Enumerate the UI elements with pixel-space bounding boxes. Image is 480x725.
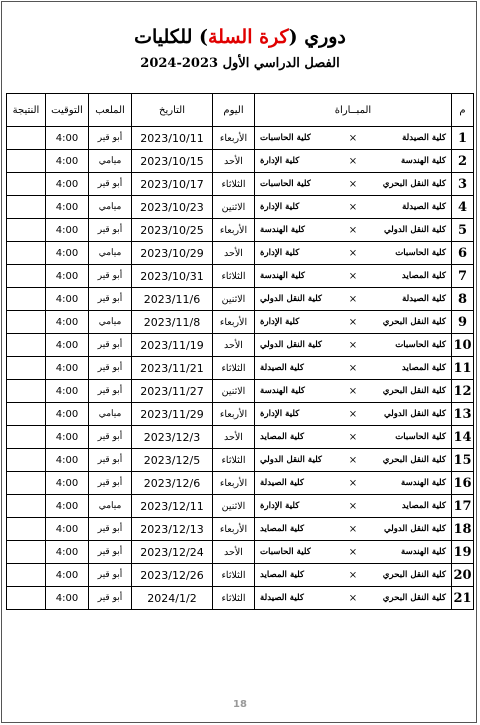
away-team: كلية الصيدلة bbox=[260, 593, 304, 603]
match-time: 4:00 bbox=[46, 265, 89, 288]
table-row bbox=[7, 380, 474, 403]
match-day: الثلاثاء bbox=[213, 449, 255, 472]
header-day: اليوم bbox=[213, 94, 255, 127]
away-team: كلية المصايد bbox=[260, 570, 305, 580]
title-suffix: ) للكليات bbox=[134, 26, 208, 48]
match-pair bbox=[255, 455, 451, 466]
home-team: كلية الحاسبات bbox=[395, 432, 446, 442]
match-result bbox=[7, 426, 46, 449]
home-team: كلية المصايد bbox=[401, 363, 446, 373]
match-result bbox=[7, 449, 46, 472]
match-day: الأربعاء bbox=[213, 518, 255, 541]
match-date: 2023/10/11 bbox=[132, 127, 213, 150]
home-team: كلية النقل البحري bbox=[382, 455, 446, 465]
match-cell bbox=[255, 196, 452, 219]
match-day: الثلاثاء bbox=[213, 587, 255, 610]
versus-symbol: × bbox=[348, 569, 358, 581]
match-result bbox=[7, 357, 46, 380]
match-date: 2023/10/17 bbox=[132, 173, 213, 196]
match-cell bbox=[255, 173, 452, 196]
match-pair bbox=[255, 478, 451, 489]
match-day: الاثنين bbox=[213, 495, 255, 518]
match-pair bbox=[255, 524, 451, 535]
away-team: كلية النقل الدولي bbox=[260, 455, 323, 465]
match-time: 4:00 bbox=[46, 219, 89, 242]
home-team: كلية النقل الدولي bbox=[383, 409, 446, 419]
match-pair bbox=[255, 501, 451, 512]
match-date: 2023/11/8 bbox=[132, 311, 213, 334]
match-result bbox=[7, 564, 46, 587]
match-day: الأحد bbox=[213, 242, 255, 265]
match-time: 4:00 bbox=[46, 196, 89, 219]
home-team: كلية الهندسة bbox=[400, 156, 446, 166]
match-date: 2023/12/13 bbox=[132, 518, 213, 541]
table-row bbox=[7, 265, 474, 288]
header-time: التوقيت bbox=[46, 94, 89, 127]
away-team: كلية الصيدلة bbox=[260, 363, 304, 373]
table-row bbox=[7, 564, 474, 587]
away-team: كلية الهندسة bbox=[260, 225, 306, 235]
match-cell bbox=[255, 426, 452, 449]
match-date: 2023/11/6 bbox=[132, 288, 213, 311]
match-pair bbox=[255, 593, 451, 604]
page-number: 18 bbox=[233, 699, 247, 710]
match-number: 15 bbox=[452, 449, 474, 472]
home-team: كلية النقل الدولي bbox=[383, 225, 446, 235]
match-day: الاثنين bbox=[213, 380, 255, 403]
away-team: كلية الهندسة bbox=[260, 271, 306, 281]
title-prefix: دوري ( bbox=[288, 26, 346, 48]
away-team: كلية المصايد bbox=[260, 432, 305, 442]
home-team: كلية الحاسبات bbox=[395, 340, 446, 350]
match-day: الثلاثاء bbox=[213, 173, 255, 196]
match-result bbox=[7, 265, 46, 288]
match-pair bbox=[255, 317, 451, 328]
away-team: كلية الإدارة bbox=[260, 248, 300, 258]
page-subtitle: الفصل الدراسي الأول 2023-2024 bbox=[140, 56, 340, 71]
away-team: كلية المصايد bbox=[260, 524, 305, 534]
match-venue: أبو قير bbox=[89, 127, 132, 150]
page-title bbox=[0, 22, 480, 52]
match-day: الثلاثاء bbox=[213, 564, 255, 587]
home-team: كلية الهندسة bbox=[400, 547, 446, 557]
match-number: 18 bbox=[452, 518, 474, 541]
home-team: كلية الصيدلة bbox=[402, 133, 446, 143]
match-pair bbox=[255, 386, 451, 397]
match-date: 2023/11/27 bbox=[132, 380, 213, 403]
match-result bbox=[7, 587, 46, 610]
match-date: 2023/11/21 bbox=[132, 357, 213, 380]
away-team: كلية الهندسة bbox=[260, 386, 306, 396]
away-team: كلية الحاسبات bbox=[260, 547, 311, 557]
away-team: كلية الحاسبات bbox=[260, 179, 311, 189]
match-number: 20 bbox=[452, 564, 474, 587]
match-venue: أبو قير bbox=[89, 357, 132, 380]
match-number: 7 bbox=[452, 265, 474, 288]
match-number: 17 bbox=[452, 495, 474, 518]
match-time: 4:00 bbox=[46, 564, 89, 587]
match-pair bbox=[255, 248, 451, 259]
match-pair bbox=[255, 179, 451, 190]
table-row bbox=[7, 196, 474, 219]
match-time: 4:00 bbox=[46, 426, 89, 449]
home-team: كلية النقل البحري bbox=[382, 179, 446, 189]
versus-symbol: × bbox=[348, 224, 358, 236]
home-team: كلية الحاسبات bbox=[395, 248, 446, 258]
header-result: النتيجة bbox=[7, 94, 46, 127]
match-result bbox=[7, 219, 46, 242]
away-team: كلية النقل الدولي bbox=[260, 294, 323, 304]
match-venue: ميامي bbox=[89, 403, 132, 426]
match-venue: أبو قير bbox=[89, 426, 132, 449]
match-date: 2023/12/3 bbox=[132, 426, 213, 449]
table-row bbox=[7, 242, 474, 265]
table-row bbox=[7, 288, 474, 311]
table-row bbox=[7, 541, 474, 564]
match-date: 2023/11/19 bbox=[132, 334, 213, 357]
match-cell bbox=[255, 150, 452, 173]
versus-symbol: × bbox=[348, 178, 358, 190]
match-date: 2023/10/25 bbox=[132, 219, 213, 242]
match-date: 2023/12/24 bbox=[132, 541, 213, 564]
away-team: كلية الإدارة bbox=[260, 317, 300, 327]
match-cell bbox=[255, 219, 452, 242]
match-venue: أبو قير bbox=[89, 219, 132, 242]
match-number: 14 bbox=[452, 426, 474, 449]
home-team: كلية الصيدلة bbox=[402, 202, 446, 212]
match-day: الأربعاء bbox=[213, 311, 255, 334]
match-cell bbox=[255, 495, 452, 518]
match-time: 4:00 bbox=[46, 242, 89, 265]
match-result bbox=[7, 127, 46, 150]
match-venue: أبو قير bbox=[89, 449, 132, 472]
versus-symbol: × bbox=[348, 431, 358, 443]
match-number: 3 bbox=[452, 173, 474, 196]
match-date: 2023/10/29 bbox=[132, 242, 213, 265]
match-day: الثلاثاء bbox=[213, 357, 255, 380]
match-pair bbox=[255, 340, 451, 351]
versus-symbol: × bbox=[348, 201, 358, 213]
match-venue: أبو قير bbox=[89, 587, 132, 610]
match-venue: أبو قير bbox=[89, 541, 132, 564]
match-venue: ميامي bbox=[89, 150, 132, 173]
table-row bbox=[7, 587, 474, 610]
header-venue: الملعب bbox=[89, 94, 132, 127]
home-team: كلية النقل البحري bbox=[382, 570, 446, 580]
home-team: كلية النقل البحري bbox=[382, 386, 446, 396]
match-number: 19 bbox=[452, 541, 474, 564]
match-day: الأحد bbox=[213, 426, 255, 449]
table-row bbox=[7, 518, 474, 541]
match-result bbox=[7, 472, 46, 495]
match-date: 2023/12/6 bbox=[132, 472, 213, 495]
match-pair bbox=[255, 202, 451, 213]
match-time: 4:00 bbox=[46, 334, 89, 357]
match-cell bbox=[255, 403, 452, 426]
versus-symbol: × bbox=[348, 500, 358, 512]
match-venue: أبو قير bbox=[89, 265, 132, 288]
table-row bbox=[7, 150, 474, 173]
match-schedule-table bbox=[6, 93, 474, 610]
match-result bbox=[7, 150, 46, 173]
home-team: كلية النقل الدولي bbox=[383, 524, 446, 534]
match-cell bbox=[255, 449, 452, 472]
versus-symbol: × bbox=[348, 247, 358, 259]
match-cell bbox=[255, 288, 452, 311]
match-number: 4 bbox=[452, 196, 474, 219]
home-team: كلية النقل البحري bbox=[382, 593, 446, 603]
match-venue: ميامي bbox=[89, 495, 132, 518]
versus-symbol: × bbox=[348, 454, 358, 466]
match-number: 16 bbox=[452, 472, 474, 495]
match-time: 4:00 bbox=[46, 380, 89, 403]
match-number: 12 bbox=[452, 380, 474, 403]
versus-symbol: × bbox=[348, 592, 358, 604]
match-venue: أبو قير bbox=[89, 334, 132, 357]
versus-symbol: × bbox=[348, 270, 358, 282]
match-time: 4:00 bbox=[46, 403, 89, 426]
match-result bbox=[7, 380, 46, 403]
match-time: 4:00 bbox=[46, 288, 89, 311]
match-result bbox=[7, 403, 46, 426]
match-day: الأربعاء bbox=[213, 127, 255, 150]
header-date: التاريخ bbox=[132, 94, 213, 127]
match-result bbox=[7, 518, 46, 541]
match-venue: أبو قير bbox=[89, 173, 132, 196]
versus-symbol: × bbox=[348, 408, 358, 420]
match-result bbox=[7, 242, 46, 265]
match-time: 4:00 bbox=[46, 357, 89, 380]
match-day: الأربعاء bbox=[213, 472, 255, 495]
match-cell bbox=[255, 265, 452, 288]
match-number: 8 bbox=[452, 288, 474, 311]
match-pair bbox=[255, 547, 451, 558]
match-day: الأحد bbox=[213, 334, 255, 357]
versus-symbol: × bbox=[348, 362, 358, 374]
match-cell bbox=[255, 518, 452, 541]
header-match: المبــاراة bbox=[255, 94, 452, 127]
match-time: 4:00 bbox=[46, 311, 89, 334]
match-time: 4:00 bbox=[46, 472, 89, 495]
match-cell bbox=[255, 242, 452, 265]
match-venue: أبو قير bbox=[89, 518, 132, 541]
match-number: 9 bbox=[452, 311, 474, 334]
away-team: كلية الإدارة bbox=[260, 156, 300, 166]
home-team: كلية النقل البحري bbox=[382, 317, 446, 327]
table-row bbox=[7, 449, 474, 472]
match-date: 2023/10/23 bbox=[132, 196, 213, 219]
versus-symbol: × bbox=[348, 546, 358, 558]
match-venue: أبو قير bbox=[89, 564, 132, 587]
match-time: 4:00 bbox=[46, 541, 89, 564]
table-header-row bbox=[7, 94, 474, 127]
match-date: 2023/11/29 bbox=[132, 403, 213, 426]
match-cell bbox=[255, 472, 452, 495]
match-number: 11 bbox=[452, 357, 474, 380]
match-date: 2023/12/26 bbox=[132, 564, 213, 587]
match-date: 2023/10/15 bbox=[132, 150, 213, 173]
match-time: 4:00 bbox=[46, 518, 89, 541]
versus-symbol: × bbox=[348, 155, 358, 167]
away-team: كلية الإدارة bbox=[260, 409, 300, 419]
match-number: 13 bbox=[452, 403, 474, 426]
table-row bbox=[7, 403, 474, 426]
match-result bbox=[7, 311, 46, 334]
match-result bbox=[7, 495, 46, 518]
match-cell bbox=[255, 357, 452, 380]
match-cell bbox=[255, 541, 452, 564]
match-cell bbox=[255, 334, 452, 357]
away-team: كلية الصيدلة bbox=[260, 478, 304, 488]
table-body bbox=[7, 127, 474, 610]
match-pair bbox=[255, 432, 451, 443]
match-time: 4:00 bbox=[46, 495, 89, 518]
away-team: كلية الإدارة bbox=[260, 501, 300, 511]
header-num: م bbox=[452, 94, 474, 127]
match-date: 2023/12/5 bbox=[132, 449, 213, 472]
table-row bbox=[7, 311, 474, 334]
match-pair bbox=[255, 363, 451, 374]
match-number: 1 bbox=[452, 127, 474, 150]
match-venue: ميامي bbox=[89, 311, 132, 334]
match-time: 4:00 bbox=[46, 150, 89, 173]
match-result bbox=[7, 541, 46, 564]
versus-symbol: × bbox=[348, 523, 358, 535]
match-venue: أبو قير bbox=[89, 380, 132, 403]
versus-symbol: × bbox=[348, 339, 358, 351]
match-cell bbox=[255, 380, 452, 403]
home-team: كلية الصيدلة bbox=[402, 294, 446, 304]
match-time: 4:00 bbox=[46, 127, 89, 150]
match-day: الأحد bbox=[213, 150, 255, 173]
match-cell bbox=[255, 311, 452, 334]
match-number: 6 bbox=[452, 242, 474, 265]
match-pair bbox=[255, 225, 451, 236]
match-time: 4:00 bbox=[46, 449, 89, 472]
match-day: الاثنين bbox=[213, 288, 255, 311]
table-row bbox=[7, 127, 474, 150]
away-team: كلية النقل الدولي bbox=[260, 340, 323, 350]
title-sport: كرة السلة bbox=[208, 26, 289, 48]
home-team: كلية الهندسة bbox=[400, 478, 446, 488]
home-team: كلية المصايد bbox=[401, 271, 446, 281]
table-row bbox=[7, 334, 474, 357]
match-result bbox=[7, 288, 46, 311]
versus-symbol: × bbox=[348, 132, 358, 144]
table-row bbox=[7, 472, 474, 495]
match-cell bbox=[255, 587, 452, 610]
match-pair bbox=[255, 570, 451, 581]
match-time: 4:00 bbox=[46, 587, 89, 610]
table-row bbox=[7, 357, 474, 380]
match-time: 4:00 bbox=[46, 173, 89, 196]
versus-symbol: × bbox=[348, 477, 358, 489]
match-pair bbox=[255, 409, 451, 420]
match-result bbox=[7, 173, 46, 196]
match-result bbox=[7, 334, 46, 357]
match-pair bbox=[255, 156, 451, 167]
versus-symbol: × bbox=[348, 293, 358, 305]
match-pair bbox=[255, 133, 451, 144]
home-team: كلية المصايد bbox=[401, 501, 446, 511]
match-cell bbox=[255, 127, 452, 150]
match-pair bbox=[255, 271, 451, 282]
match-venue: ميامي bbox=[89, 242, 132, 265]
match-number: 5 bbox=[452, 219, 474, 242]
table-row bbox=[7, 495, 474, 518]
match-day: الأربعاء bbox=[213, 219, 255, 242]
match-date: 2023/12/11 bbox=[132, 495, 213, 518]
match-day: الأحد bbox=[213, 541, 255, 564]
versus-symbol: × bbox=[348, 385, 358, 397]
match-result bbox=[7, 196, 46, 219]
table-row bbox=[7, 426, 474, 449]
table-row bbox=[7, 219, 474, 242]
match-cell bbox=[255, 564, 452, 587]
versus-symbol: × bbox=[348, 316, 358, 328]
match-date: 2024/1/2 bbox=[132, 587, 213, 610]
match-venue: أبو قير bbox=[89, 472, 132, 495]
match-date: 2023/10/31 bbox=[132, 265, 213, 288]
match-day: الثلاثاء bbox=[213, 265, 255, 288]
match-day: الأربعاء bbox=[213, 403, 255, 426]
table-row bbox=[7, 173, 474, 196]
away-team: كلية الإدارة bbox=[260, 202, 300, 212]
match-number: 2 bbox=[452, 150, 474, 173]
match-number: 10 bbox=[452, 334, 474, 357]
match-venue: أبو قير bbox=[89, 288, 132, 311]
away-team: كلية الحاسبات bbox=[260, 133, 311, 143]
match-day: الاثنين bbox=[213, 196, 255, 219]
match-venue: ميامي bbox=[89, 196, 132, 219]
match-pair bbox=[255, 294, 451, 305]
match-number: 21 bbox=[452, 587, 474, 610]
